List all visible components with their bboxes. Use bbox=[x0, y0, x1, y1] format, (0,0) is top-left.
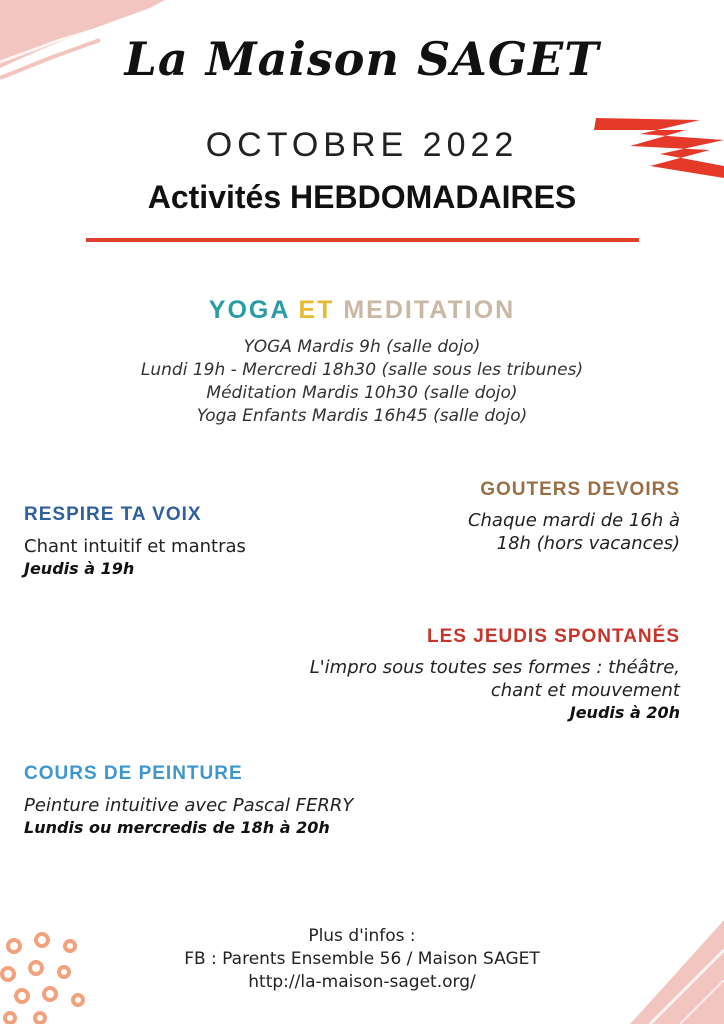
footer-facebook-line: FB : Parents Ensemble 56 / Maison SAGET bbox=[184, 949, 540, 969]
respire-description: Chant intuitif et mantras bbox=[24, 536, 246, 557]
jeudis-heading: LES JEUDIS SPONTANÉS bbox=[427, 626, 680, 647]
gouters-line: Chaque mardi de 16h à bbox=[467, 510, 680, 531]
month-heading: OCTOBRE 2022 bbox=[205, 126, 519, 164]
footer-info bbox=[0, 925, 724, 994]
yoga-line: Méditation Mardis 10h30 (salle dojo) bbox=[206, 383, 518, 403]
jeudis-schedule: Jeudis à 20h bbox=[569, 703, 680, 722]
jeudis-line: chant et mouvement bbox=[490, 680, 680, 701]
peinture-heading: COURS DE PEINTURE bbox=[24, 763, 243, 784]
page-title: La Maison SAGET bbox=[124, 32, 600, 86]
yoga-line: Yoga Enfants Mardis 16h45 (salle dojo) bbox=[196, 406, 528, 426]
activities-subtitle: Activités HEBDOMADAIRES bbox=[147, 179, 577, 215]
respire-schedule: Jeudis à 19h bbox=[24, 559, 135, 578]
peinture-description: Peinture intuitive avec Pascal FERRY bbox=[24, 795, 354, 816]
gouters-section bbox=[360, 479, 680, 555]
respire-heading: RESPIRE TA VOIX bbox=[24, 504, 202, 525]
respire-section bbox=[24, 504, 354, 580]
yoga-line: YOGA Mardis 9h (salle dojo) bbox=[243, 337, 481, 357]
peinture-section bbox=[24, 763, 484, 839]
jeudis-line: L'impro sous toutes ses formes : théâtre, bbox=[309, 657, 680, 678]
footer-more-info-label: Plus d'infos : bbox=[308, 926, 416, 946]
yoga-section-heading bbox=[0, 296, 724, 325]
divider-rule bbox=[86, 238, 639, 242]
yoga-heading-et: ET bbox=[298, 296, 335, 324]
gouters-heading: GOUTERS DEVOIRS bbox=[480, 479, 680, 500]
yoga-line: Lundi 19h - Mercredi 18h30 (salle sous les tribunes) bbox=[140, 360, 584, 380]
yoga-schedule-list bbox=[0, 336, 724, 428]
peinture-schedule: Lundis ou mercredis de 18h à 20h bbox=[24, 818, 330, 837]
yoga-heading-meditation: MEDITATION bbox=[343, 296, 516, 324]
footer-website-link[interactable]: http://la-maison-saget.org/ bbox=[248, 972, 476, 992]
gouters-line: 18h (hors vacances) bbox=[496, 533, 680, 554]
yoga-heading-yoga: YOGA bbox=[208, 296, 290, 324]
jeudis-section bbox=[180, 626, 680, 724]
